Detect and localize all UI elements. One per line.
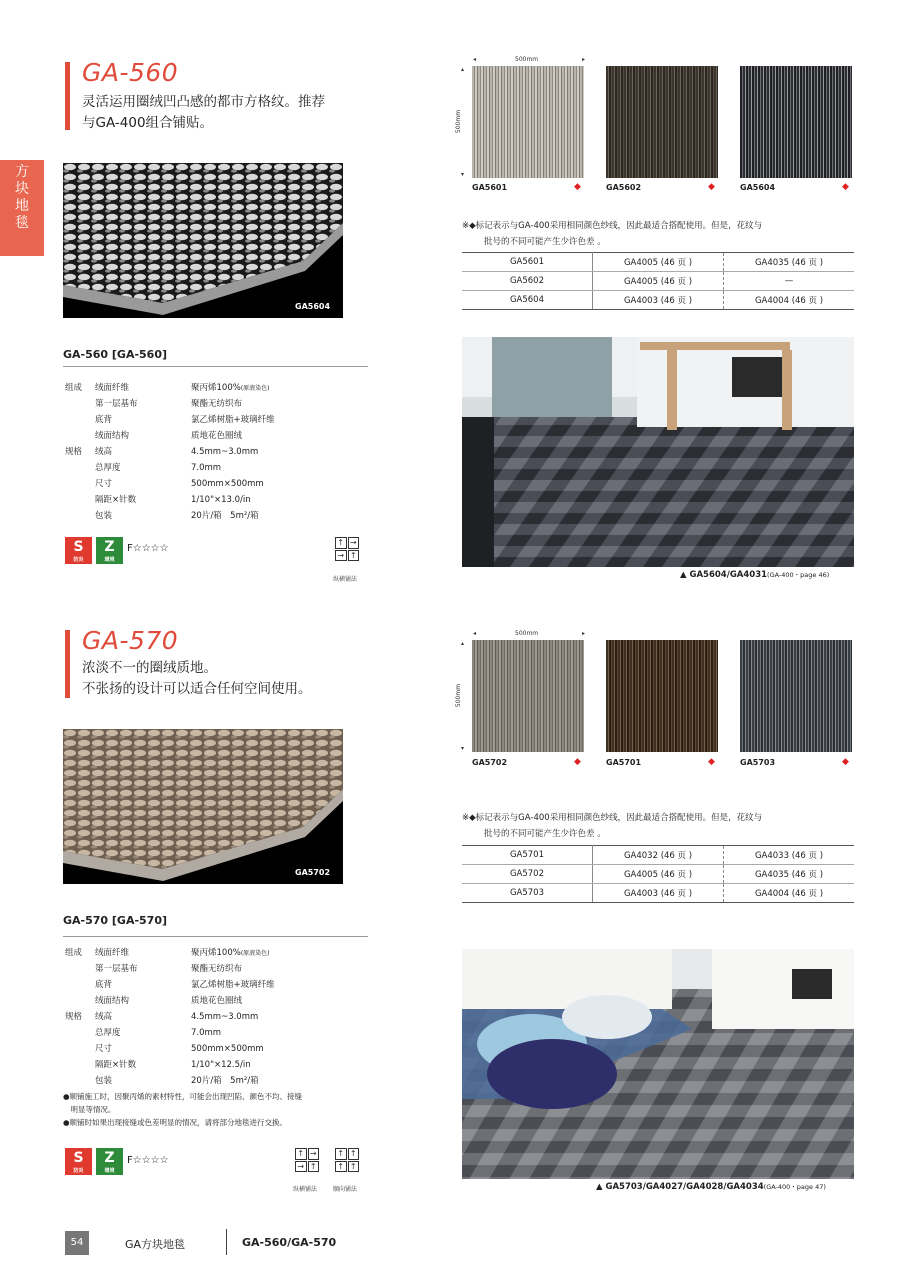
spec-row: 包装 20片/箱 5m²/箱 xyxy=(95,511,259,521)
match-diamond-icon: ◆ xyxy=(574,757,581,767)
title-accent-bar xyxy=(65,630,70,698)
spec-row: 隔距×针数 1/10"×12.5/in xyxy=(95,1060,251,1070)
table-row: GA5703 GA4003 (46 页 ) GA4004 (46 页 ) xyxy=(462,884,854,903)
swatch-image xyxy=(606,66,718,178)
room-installation-photo xyxy=(462,337,854,567)
spec-row: 尺寸 500mm×500mm xyxy=(95,479,264,489)
swatch-image xyxy=(740,66,852,178)
monolithic-layout-icon: ↑ ↑ ↑ ↑ xyxy=(335,1148,359,1172)
combo-table xyxy=(462,252,854,310)
spec-row: 第一层基布 聚酯无纺织布 xyxy=(95,964,243,974)
table-row: GA5702 GA4005 (46 页 ) GA4035 (46 页 ) xyxy=(462,865,854,884)
spec-row: 底背 氯乙烯树脂+玻璃纤维 xyxy=(95,415,275,425)
swatch-code: GA5602 xyxy=(606,183,642,192)
match-diamond-icon: ◆ xyxy=(708,757,715,767)
installation-notes: ●顺铺施工时，因聚丙烯的素材特性，可能会出现凹陷、颜色不均、接缝 明显等情况。 ●顺铺时如果出现接缝或色差明显的情况，请将部分地毯进行交换。 xyxy=(63,1092,303,1127)
match-diamond-icon: ◆ xyxy=(842,757,849,767)
page-number: 54 xyxy=(65,1231,89,1255)
table-row: GA5701 GA4032 (46 页 ) GA4033 (46 页 ) xyxy=(462,846,854,865)
spec-heading: GA-560 [GA-560] xyxy=(63,348,168,361)
eco-mark-icon: Z 環境 xyxy=(96,1148,123,1175)
spec-row: 组成 绒面纤维 聚丙烯100%(原液染色) xyxy=(65,383,270,393)
spec-row: 包装 20片/箱 5m²/箱 xyxy=(95,1076,259,1086)
layout-caption: 纵横铺法 xyxy=(293,1186,318,1193)
spec-heading: GA-570 [GA-570] xyxy=(63,914,168,927)
room-installation-photo xyxy=(462,949,854,1179)
quarter-turn-layout-icon: ↑ → → ↑ xyxy=(295,1148,319,1172)
photo-caption: ▲ GA5703/GA4027/GA4028/GA4034(GA-400・page 47) xyxy=(596,1182,826,1192)
spec-row: 第一层基布 聚酯无纺织布 xyxy=(95,399,243,409)
photo-label: GA5604 xyxy=(295,302,331,311)
match-diamond-icon: ◆ xyxy=(708,182,715,192)
eco-mark-icon: Z 環境 xyxy=(96,537,123,564)
combo-note: ※◆标记表示与GA-400采用相同颜色纱线，因此最适合搭配使用。但是，花纹与 批号的不同可能产生少许色差 。 xyxy=(462,813,763,839)
swatch-image xyxy=(606,640,718,752)
spec-row: 规格 绒高 4.5mm~3.0mm xyxy=(65,1012,259,1022)
swatch-code: GA5604 xyxy=(740,183,776,192)
formaldehyde-rating: F☆☆☆☆ xyxy=(127,543,169,554)
swatch-image xyxy=(472,640,584,752)
layout-caption: 顺向铺法 xyxy=(333,1186,358,1193)
height-dimension: ▴ 500mm ▾ xyxy=(455,66,465,178)
table-row: GA5602 GA4005 (46 页 ) — xyxy=(462,272,854,291)
spec-row: 总厚度 7.0mm xyxy=(95,1028,222,1038)
swatch-image xyxy=(472,66,584,178)
carpet-closeup-photo xyxy=(63,729,343,884)
category-tab: 方 块 地 毯 xyxy=(0,160,44,256)
spec-table xyxy=(65,380,365,524)
table-row: GA5601 GA4005 (46 页 ) GA4035 (46 页 ) xyxy=(462,253,854,272)
match-diamond-icon: ◆ xyxy=(842,182,849,192)
model-description: 浓淡不一的圈绒质地。 不张扬的设计可以适合任何空间使用。 xyxy=(82,660,312,697)
spec-row: 绒面结构 质地花色圈绒 xyxy=(95,431,243,441)
footer-divider xyxy=(226,1229,227,1255)
spec-row: 隔距×针数 1/10"×13.0/in xyxy=(95,495,251,505)
fire-retardant-icon: S 防炎 xyxy=(65,537,92,564)
swatch-code: GA5702 xyxy=(472,758,508,767)
spec-row: 总厚度 7.0mm xyxy=(95,463,222,473)
quarter-turn-layout-icon: ↑ → → ↑ xyxy=(335,537,359,561)
height-dimension: ▴ 500mm ▾ xyxy=(455,640,465,752)
swatch-code: GA5703 xyxy=(740,758,776,767)
photo-caption: ▲ GA5604/GA4031(GA-400・page 46) xyxy=(680,570,830,580)
model-description: 灵活运用圈绒凹凸感的都市方格纹。推荐 与GA-400组合铺贴。 xyxy=(82,94,325,131)
divider xyxy=(63,366,368,367)
layout-caption: 纵横铺法 xyxy=(333,576,358,583)
spec-row: 绒面结构 质地花色圈绒 xyxy=(95,996,243,1006)
spec-row: 尺寸 500mm×500mm xyxy=(95,1044,264,1054)
series-name: GA方块地毯 xyxy=(125,1238,186,1251)
spec-row: 组成 绒面纤维 聚丙烯100%(原液染色) xyxy=(65,948,270,958)
carpet-closeup-photo xyxy=(63,163,343,318)
combo-note: ※◆标记表示与GA-400采用相同颜色纱线，因此最适合搭配使用。但是，花纹与 批号的不同可能产生少许色差 。 xyxy=(462,221,763,247)
swatch-code: GA5701 xyxy=(606,758,642,767)
formaldehyde-rating: F☆☆☆☆ xyxy=(127,1155,169,1166)
spec-row: 规格 绒高 4.5mm~3.0mm xyxy=(65,447,259,457)
fire-retardant-icon: S 防炎 xyxy=(65,1148,92,1175)
model-title: GA-560 xyxy=(82,58,179,87)
title-accent-bar xyxy=(65,62,70,130)
spec-row: 底背 氯乙烯树脂+玻璃纤维 xyxy=(95,980,275,990)
spec-table xyxy=(65,945,365,1089)
divider xyxy=(63,936,368,937)
swatch-code: GA5601 xyxy=(472,183,508,192)
photo-label: GA5702 xyxy=(295,868,331,877)
table-row: GA5604 GA4003 (46 页 ) GA4004 (46 页 ) xyxy=(462,291,854,310)
model-title: GA-570 xyxy=(82,626,179,655)
swatch-image xyxy=(740,640,852,752)
match-diamond-icon: ◆ xyxy=(574,182,581,192)
footer-models: GA-560/GA-570 xyxy=(242,1236,337,1249)
combo-table xyxy=(462,845,854,903)
